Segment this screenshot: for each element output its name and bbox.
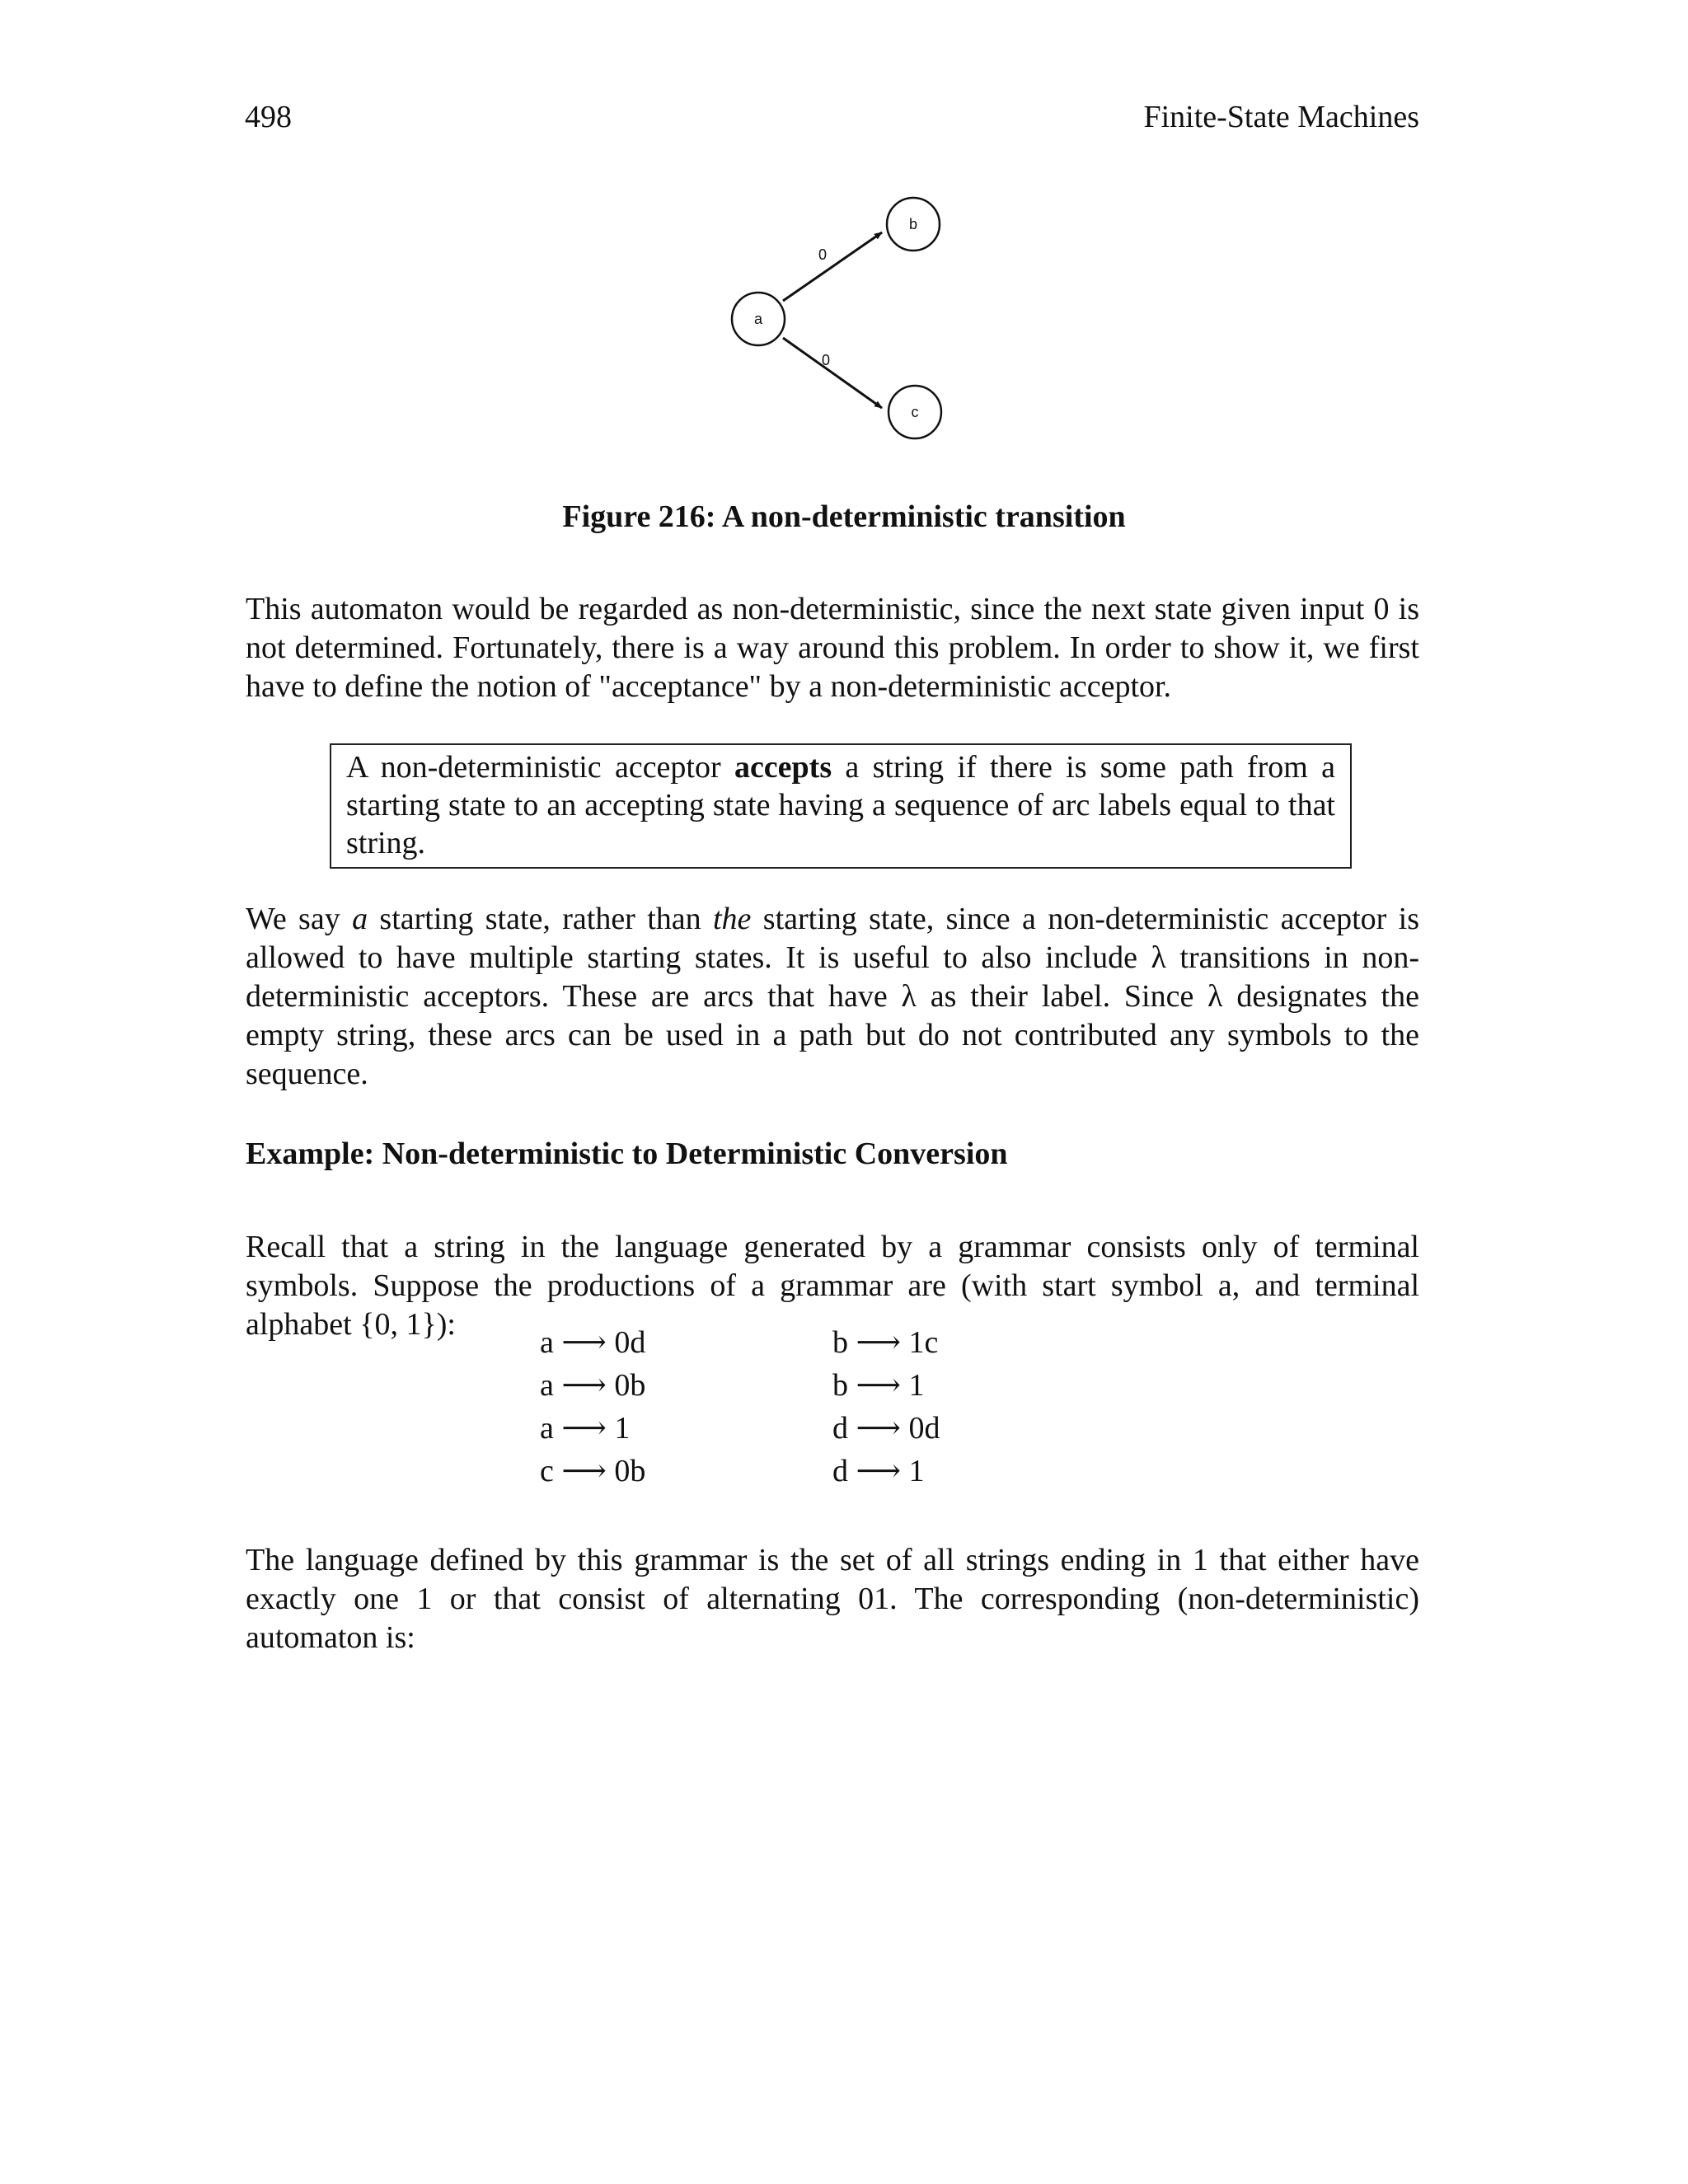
state-a-label: a (753, 311, 763, 327)
productions-table (540, 1323, 968, 1491)
p2-text-1: We say (246, 902, 353, 936)
production: d ⟶ 0d (832, 1411, 940, 1446)
paragraph-nondeterminism: This automaton would be regarded as non-deterministic, since the next state given input 0 is not determined. Fortunately, there is a way around this problem. In order to show it, we first have to define the notion of "acceptance" by a non-deterministic acceptor. (246, 592, 1419, 704)
production: c ⟶ 0b (540, 1454, 646, 1488)
production: b ⟶ 1 (832, 1368, 925, 1403)
production: a ⟶ 0b (540, 1368, 646, 1403)
edge-a-to-b-label: 0 (818, 246, 828, 263)
figure-caption: Figure 216: A non-deterministic transition (562, 499, 1126, 534)
production: a ⟶ 1 (540, 1411, 631, 1446)
production: a ⟶ 0d (540, 1325, 646, 1360)
paragraph-language: The language defined by this grammar is the set of all strings ending in 1 that either have exactly one 1 or that consist of alternating 01. The corresponding (non-deterministic) automaton is: (246, 1543, 1419, 1655)
definition-text-start: A non-deterministic acceptor (346, 750, 734, 785)
p2-text-2: starting state, rather than (368, 902, 713, 936)
production: d ⟶ 1 (832, 1454, 925, 1488)
edge-a-to-b (783, 232, 882, 301)
page-number: 498 (245, 100, 292, 134)
edge-a-to-c (783, 338, 882, 408)
p2-italic-the: the (712, 902, 752, 936)
paragraph-grammar-intro: Recall that a string in the language generated by a grammar consists only of terminal symbols. Suppose the productions of a grammar are (with start symbol a, and terminal alphabet {0, 1}): (246, 1230, 1419, 1342)
example-heading: Example: Non-deterministic to Deterministic Conversion (246, 1137, 1008, 1171)
definition-term: accepts (734, 750, 832, 785)
p2-italic-a: a (352, 902, 368, 936)
state-b-label: b (908, 216, 918, 232)
p2-text-3: starting state, since a non-deterministic acceptor is allowed to have multiple starting states. It is useful to also include λ transitions in non-deterministic acceptors. These are arcs that have λ as their label. Since λ designates the empty string, these arcs can be used in a path but do not contributed any symbols to the sequence. (246, 902, 1420, 1091)
state-c-label: c (911, 404, 919, 420)
definition-box (330, 743, 1352, 869)
production: b ⟶ 1c (832, 1325, 939, 1360)
transition-diagram (709, 194, 973, 449)
running-title: Finite-State Machines (1143, 100, 1419, 134)
definition-text-end: a string if there is some path from a starting state to an accepting state having a sequence of arc labels equal to that string. (346, 750, 1335, 860)
edge-a-to-c-label: 0 (821, 352, 831, 368)
paragraph-starting-states (246, 900, 1419, 1094)
transition-diagram-svg (709, 194, 973, 449)
